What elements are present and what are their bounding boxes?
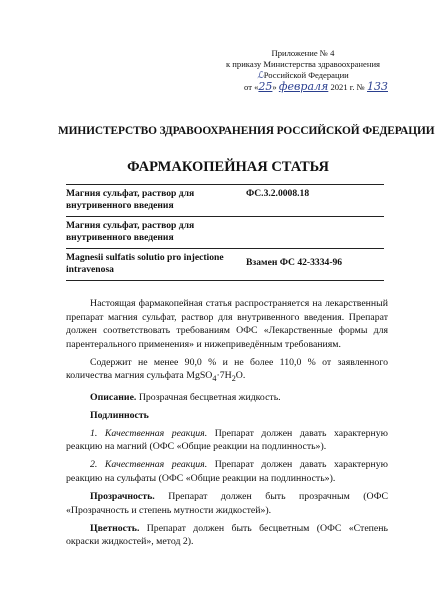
signature-mark: ℒ: [256, 69, 265, 81]
name-ru: Магния сульфат, раствор для внутривенного введения: [66, 185, 226, 217]
monograph-header-table: [66, 184, 384, 281]
transparency-paragraph: Прозрачность. Препарат должен быть прозрачным (ОФС: [90, 491, 388, 503]
table-row: [66, 249, 384, 281]
content-paragraph: Содержит не менее 90,0 % и не более 110,0 % от заявленного количества магния сульфата $MgSO_4\cdot 7H_2O$.: [66, 356, 388, 384]
reaction-1-paragraph: 1. Качественная реакция. Препарат должен давать характерную реакцию на магний (ОФС «Общие реакции на подлинность»).: [66, 427, 388, 453]
annex-date-line: от «25» февраля 2021 г. № 133: [244, 80, 388, 93]
annex-line-2: к приказу Министерства здравоохранения: [225, 59, 380, 69]
table-row: [66, 185, 384, 217]
ministry-heading: МИНИСТЕРСТВО ЗДРАВООХРАНЕНИЯ РОССИЙСКОЙ ФЕДЕРАЦИИ: [58, 125, 435, 137]
name-ru-2: Магния сульфат, раствор для внутривенного введения: [66, 217, 226, 249]
description-label: Описание.: [90, 391, 137, 403]
description-paragraph: Описание. Прозрачная бесцветная жидкость.: [90, 391, 281, 403]
identity-heading: Подлинность: [90, 409, 149, 421]
replaces-note: Взамен ФС 42-3334-96: [226, 249, 384, 281]
name-latin: Magnesii sulfatis solutio pro injectione intravenosa: [66, 249, 226, 281]
annex-line-1: Приложение № 4: [271, 48, 335, 58]
article-title: ФАРМАКОПЕЙНАЯ СТАТЬЯ: [127, 159, 329, 175]
order-number: 133: [367, 80, 388, 93]
table-row: [66, 217, 384, 249]
annex-line-3: ℒРоссийской Федерации: [256, 69, 349, 81]
transparency-continued: «Прозрачность и степень мутности жидкостей»).: [66, 504, 272, 516]
date-day: 25: [258, 80, 273, 93]
monograph-code: ФС.3.2.0008.18: [226, 185, 384, 217]
monograph-body: [66, 297, 388, 553]
annex-block: [218, 48, 388, 93]
color-paragraph: Цветность. Препарат должен быть бесцветным (ОФС «Степень окраски жидкостей», метод 2).: [66, 522, 388, 548]
intro-paragraph: Настоящая фармакопейная статья распространяется на лекарственный препарат магния сульфат, раствор для внутривенного введения. Препарат должен соответствовать требованиям ОФС «Лекарственные формы для парентерального применения» и нижеприведённым требованиям.: [66, 298, 388, 350]
reaction-2-paragraph: 2. Качественная реакция. Препарат должен давать характерную реакцию на сульфаты (ОФС «Общие реакции на подлинность»).: [66, 459, 388, 484]
date-month: февраля: [278, 80, 329, 93]
